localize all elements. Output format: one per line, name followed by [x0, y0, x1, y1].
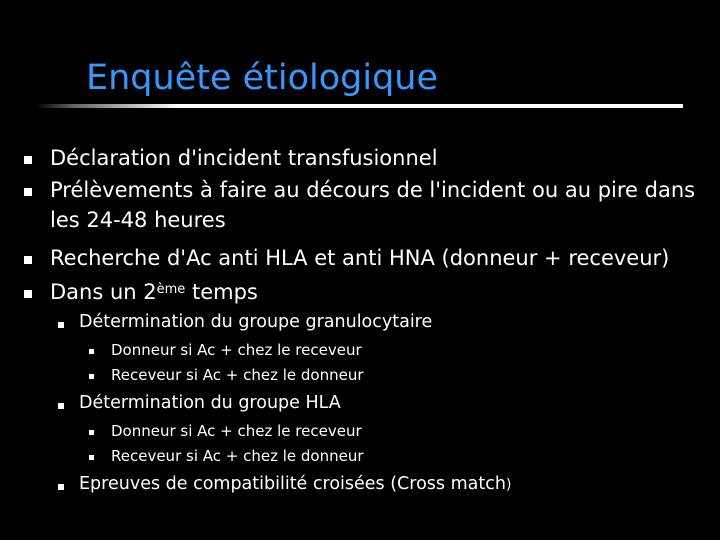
- subbullet-text-hla: Détermination du groupe HLA: [79, 393, 341, 413]
- bullet-square-icon: [89, 374, 94, 379]
- bullet-square-icon: [58, 322, 64, 328]
- bullet-square-icon: [24, 156, 32, 164]
- second-temps-sup: ème: [156, 282, 186, 297]
- subsubbullet-text-receveur: Receveur si Ac + chez le donneur: [111, 366, 364, 384]
- bullet-square-icon: [89, 455, 94, 460]
- bullet-square-icon: [58, 403, 64, 409]
- bullet-text-prelevements-line2: les 24-48 heures: [50, 208, 226, 232]
- subsubbullet-text-donneur: Donneur si Ac + chez le receveur: [111, 422, 362, 440]
- slide-title: Enquête étiologique: [86, 58, 439, 98]
- bullet-square-icon: [24, 290, 32, 298]
- bullet-text-recherche: Recherche d'Ac anti HLA et anti HNA (donneur + receveur): [50, 246, 670, 270]
- bullet-square-icon: [24, 188, 32, 196]
- subsubbullet-text-receveur: Receveur si Ac + chez le donneur: [111, 447, 364, 465]
- cross-match-close-paren: ): [505, 477, 512, 493]
- bullet-square-icon: [58, 484, 64, 490]
- bullet-square-icon: [89, 349, 94, 354]
- subsubbullet-text-donneur: Donneur si Ac + chez le receveur: [111, 341, 362, 359]
- bullet-text-prelevements-line1: Prélèvements à faire au décours de l'incident ou au pire dans: [50, 178, 696, 202]
- subbullet-text-granulocytaire: Détermination du groupe granulocytaire: [79, 312, 433, 332]
- bullet-square-icon: [89, 430, 94, 435]
- subbullet-text-cross-match: [79, 473, 511, 496]
- cross-match-text: Epreuves de compatibilité croisées (Cross match: [79, 474, 506, 494]
- bullet-text-second-temps: [50, 278, 258, 310]
- second-temps-before: Dans un 2: [50, 280, 157, 304]
- second-temps-after: temps: [185, 280, 258, 304]
- bullet-square-icon: [24, 256, 32, 264]
- title-underline: [36, 104, 683, 108]
- bullet-text-declaration: Déclaration d'incident transfusionnel: [50, 146, 438, 170]
